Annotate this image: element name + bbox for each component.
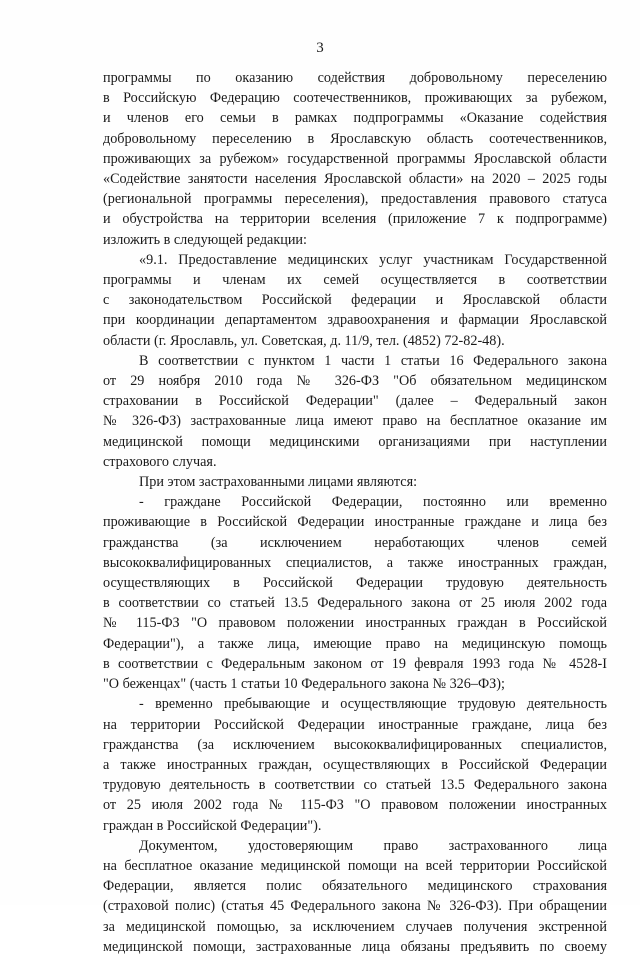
- text-line: «9.1. Предоставление медицинских услуг участникам Государственной: [139, 251, 607, 268]
- text-line: и обустройства на территории вселения (приложение 7 к подпрограмме): [103, 211, 607, 228]
- text-line: трудовую деятельность в соответствии со статьей 13.5 Федерального закона: [103, 777, 607, 794]
- text-line: на территории Российской Федерации иностранные граждане, лица без: [103, 716, 607, 733]
- document-body: [103, 68, 607, 957]
- text-line: В соответствии с пунктом 1 части 1 статьи 16 Федерального закона: [139, 352, 607, 369]
- text-line: (страховой полис) (статья 45 Федерального закона № 326-ФЗ). При обращении: [103, 898, 607, 915]
- text-line: от 29 ноября 2010 года № 326-ФЗ "Об обязательном медицинском: [103, 373, 607, 390]
- text-line: изложить в следующей редакции:: [103, 231, 307, 248]
- text-line: При этом застрахованными лицами являются:: [139, 474, 418, 491]
- text-line: на бесплатное оказание медицинской помощи на всей территории Российской: [103, 857, 607, 874]
- text-line: № 326-ФЗ) застрахованные лица имеют право на бесплатное оказание им: [103, 413, 607, 430]
- text-line: при координации департаментом здравоохранения и фармации Ярославской: [103, 312, 607, 329]
- text-line: Документом, удостоверяющим право застрахованного лица: [139, 837, 607, 854]
- text-line: проживающих за рубежом» государственной программы Ярославской области: [103, 150, 607, 167]
- text-line: Федерации"), а также лица, имеющие право на медицинскую помощь: [103, 635, 607, 652]
- text-line: "О беженцах" (часть 1 статьи 10 Федерального закона № 326–ФЗ);: [103, 676, 505, 693]
- page-number: 3: [316, 40, 324, 56]
- text-line: гражданства (за исключением высококвалифицированных специалистов,: [103, 736, 607, 753]
- text-line: страховании в Российской Федерации" (далее – Федеральный закон: [103, 393, 607, 410]
- text-line: в соответствии со статьей 13.5 Федерального закона от 25 июля 2002 года: [103, 595, 607, 612]
- text-line: «Содействие занятости населения Ярославской области» на 2020 – 2025 годы: [103, 171, 607, 188]
- text-line: добровольному переселению в Ярославскую область соотечественников,: [103, 130, 607, 147]
- text-line: № 115-ФЗ "О правовом положении иностранных граждан в Российской: [103, 615, 607, 632]
- text-line: страхового случая.: [103, 453, 217, 470]
- text-line: высококвалифицированных специалистов, а также иностранных граждан,: [103, 554, 607, 571]
- text-line: (региональной программы переселения), предоставления правового статуса: [103, 191, 607, 208]
- text-line: области (г. Ярославль, ул. Советская, д. 11/9, тел. (4852) 72-82-48).: [103, 332, 505, 349]
- text-line: и членов его семьи в рамках подпрограммы «Оказание содействия: [103, 110, 607, 127]
- text-line: проживающие в Российской Федерации иностранные граждане и лица без: [103, 514, 607, 531]
- text-line: программы и членам их семей осуществляется в соответствии: [103, 272, 607, 289]
- text-line: медицинской помощи медицинскими организациями при наступлении: [103, 433, 607, 450]
- text-line: за медицинской помощью, за исключением случаев получения экстренной: [103, 918, 607, 935]
- text-line: в соответствии с Федеральным законом от 19 февраля 1993 года № 4528-I: [103, 655, 607, 672]
- text-line: Федерации, является полис обязательного медицинского страхования: [103, 878, 607, 895]
- text-line: в Российскую Федерацию соотечественников, проживающих за рубежом,: [103, 90, 607, 107]
- text-line: граждан в Российской Федерации").: [103, 817, 322, 834]
- text-line: программы по оказанию содействия добровольному переселению: [103, 70, 607, 86]
- text-line: - граждане Российской Федерации, постоянно или временно: [139, 494, 607, 511]
- text-line: - временно пребывающие и осуществляющие трудовую деятельность: [139, 696, 607, 713]
- text-line: осуществляющих в Российской Федерации трудовую деятельность: [103, 575, 607, 592]
- text-line: с законодательством Российской федерации и Ярославской области: [103, 292, 607, 309]
- text-line: а также иностранных граждан, осуществляющих в Российской Федерации: [103, 756, 607, 773]
- text-line: гражданства (за исключением неработающих членов семей: [103, 534, 607, 551]
- text-line: медицинской помощи, застрахованные лица обязаны предъявить по своему: [103, 938, 607, 955]
- text-line: от 25 июля 2002 года № 115-ФЗ "О правовом положении иностранных: [103, 797, 607, 814]
